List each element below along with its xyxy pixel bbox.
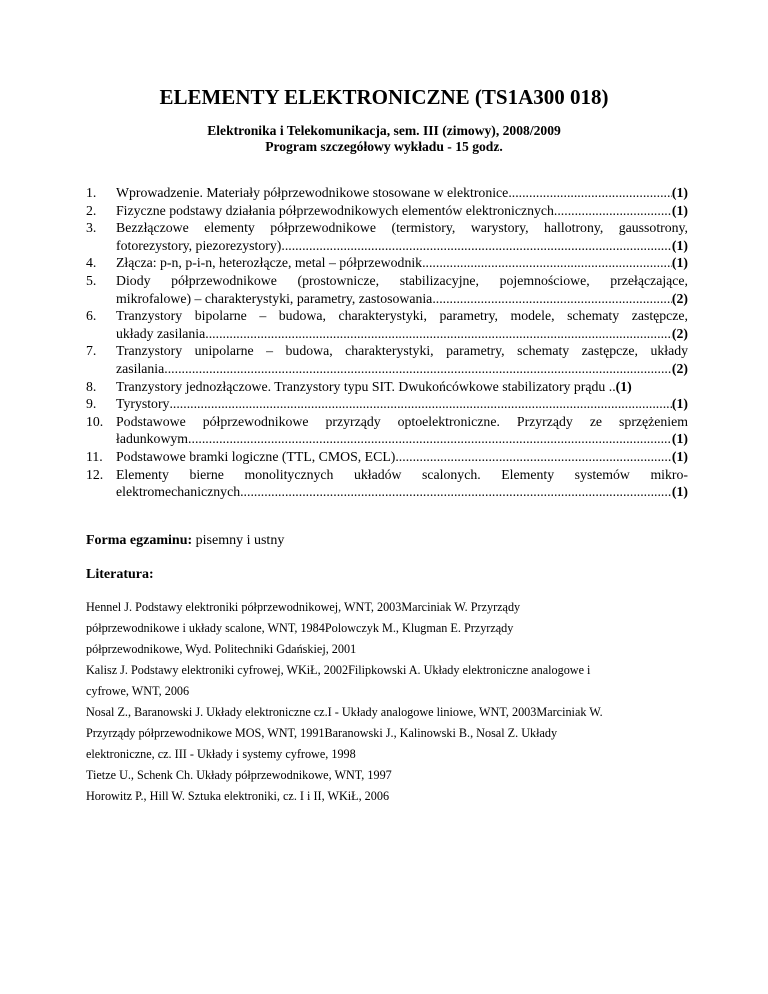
item-number: 3. bbox=[86, 220, 97, 236]
literature-line: Przyrządy półprzewodnikowe MOS, WNT, 1991Baranowski J., Kalinowski B., Nosal Z. Układy bbox=[86, 726, 558, 740]
dot-leader bbox=[205, 325, 672, 343]
item-text: Diody półprzewodnikowe (prostownicze, stabilizacyjne, pojemnościowe, przełączające, bbox=[116, 272, 688, 288]
item-number: 10. bbox=[86, 413, 104, 429]
item-hours: (1) bbox=[671, 431, 688, 447]
list-item bbox=[0, 342, 688, 377]
item-hours: (1) bbox=[615, 378, 632, 394]
item-number: 9. bbox=[86, 396, 97, 412]
dot-leader bbox=[169, 395, 671, 413]
item-text: Wprowadzenie. Materiały półprzewodnikowe stosowane w elektronice bbox=[116, 185, 509, 200]
item-number: 7. bbox=[86, 343, 97, 359]
item-text: Podstawowe bramki logiczne (TTL, CMOS, ECL) bbox=[116, 448, 396, 464]
list-item bbox=[0, 184, 688, 202]
item-hours: (1) bbox=[671, 185, 688, 200]
list-item bbox=[0, 448, 688, 466]
literature-line: Nosal Z., Baranowski J. Układy elektroniczne cz.I - Układy analogowe liniowe, WNT, 2003Marciniak W. bbox=[86, 705, 603, 719]
item-text: Tranzystory bipolarne – budowa, charakterystyki, parametry, modele, schematy zastępcze, bbox=[116, 308, 688, 324]
item-hours: (1) bbox=[671, 237, 688, 253]
list-item bbox=[0, 272, 688, 307]
item-number: 6. bbox=[86, 308, 97, 324]
dot-leader bbox=[554, 202, 672, 220]
item-hours: (1) bbox=[671, 484, 688, 500]
literature-line: półprzewodnikowe, Wyd. Politechniki Gdańskiej, 2001 bbox=[86, 642, 357, 656]
item-hours: (2) bbox=[671, 360, 688, 376]
item-text: Tyrystory bbox=[116, 396, 170, 412]
item-number: 4. bbox=[86, 255, 97, 271]
item-text-cont: ładunkowym bbox=[116, 431, 189, 447]
item-text-cont: mikrofalowe) – charakterystyki, parametry, zastosowania bbox=[116, 290, 433, 306]
dot-leader bbox=[395, 448, 672, 466]
item-text: Podstawowe półprzewodnikowe przyrządy optoelektroniczne. Przyrządy ze sprzężeniem bbox=[116, 413, 688, 429]
lecture-topic-list bbox=[0, 184, 768, 501]
dot-leader bbox=[422, 254, 672, 272]
item-text: Fizyczne podstawy działania półprzewodnikowych elementów elektronicznych bbox=[116, 202, 554, 218]
dot-leader bbox=[281, 237, 672, 255]
item-text: Złącza: p-n, p-i-n, heterozłącze, metal – półprzewodnik bbox=[116, 255, 423, 271]
list-item bbox=[0, 395, 688, 413]
item-hours: (2) bbox=[671, 290, 688, 306]
literature-line: Kalisz J. Podstawy elektroniki cyfrowej, WKiŁ, 2002Filipkowski A. Układy elektroniczne analogowe i bbox=[86, 663, 591, 677]
literature-heading: Literatura: bbox=[86, 567, 154, 582]
list-item bbox=[0, 254, 688, 272]
dot-leader bbox=[164, 360, 672, 378]
page-title: ELEMENTY ELEKTRONICZNE (TS1A300 018) bbox=[159, 85, 609, 109]
exam-label: Forma egzaminu: bbox=[86, 533, 193, 548]
item-text-cont: układy zasilania bbox=[116, 325, 206, 341]
exam-form bbox=[86, 532, 284, 550]
literature-line: Hennel J. Podstawy elektroniki półprzewodnikowej, WNT, 2003Marciniak W. Przyrządy bbox=[86, 600, 521, 614]
item-hours: (1) bbox=[671, 202, 688, 218]
item-number: 12. bbox=[86, 466, 104, 482]
item-text: Tranzystory unipolarne – budowa, charakterystyki, parametry, schematy zastępcze, układy bbox=[116, 343, 688, 359]
item-number: 2. bbox=[86, 202, 97, 218]
dot-leader bbox=[240, 483, 672, 501]
item-number: 11. bbox=[86, 448, 103, 464]
literature-line: cyfrowe, WNT, 2006 bbox=[86, 684, 190, 698]
item-text-cont: zasilania bbox=[116, 360, 165, 376]
item-text-cont: elektromechanicznych bbox=[116, 484, 241, 500]
course-info: Elektronika i Telekomunikacja, sem. III (zimowy), 2008/2009 bbox=[207, 123, 561, 138]
literature-line: elektroniczne, cz. III - Układy i systemy cyfrowe, 1998 bbox=[86, 747, 356, 761]
item-hours: (1) bbox=[671, 448, 688, 464]
item-text: Bezzłączowe elementy półprzewodnikowe (termistory, warystory, hallotrony, gaussotrony, bbox=[116, 220, 688, 236]
item-hours: (1) bbox=[671, 255, 688, 271]
item-number: 5. bbox=[86, 272, 97, 288]
literature-line: półprzewodnikowe i układy scalone, WNT, 1984Polowczyk M., Klugman E. Przyrządy bbox=[86, 621, 514, 635]
list-item bbox=[0, 219, 688, 254]
program-info: Program szczegółowy wykładu - 15 godz. bbox=[265, 139, 503, 154]
item-number: 1. bbox=[86, 185, 97, 200]
dot-leader bbox=[432, 290, 672, 308]
list-item bbox=[0, 466, 688, 501]
item-number: 8. bbox=[86, 378, 97, 394]
list-item bbox=[0, 307, 688, 342]
item-text-cont: fotorezystory, piezorezystory) bbox=[116, 237, 282, 253]
list-item bbox=[0, 378, 688, 396]
item-hours: (2) bbox=[671, 325, 688, 341]
dot-leader bbox=[508, 184, 672, 202]
literature-line: Horowitz P., Hill W. Sztuka elektroniki, cz. I i II, WKiŁ, 2006 bbox=[86, 789, 390, 803]
item-text: Elementy bierne monolitycznych układów scalonych. Elementy systemów mikro- bbox=[116, 466, 688, 482]
list-item bbox=[0, 202, 688, 220]
literature-line: Tietze U., Schenk Ch. Układy półprzewodnikowe, WNT, 1997 bbox=[86, 768, 392, 782]
literature-list bbox=[86, 597, 686, 807]
item-text: Tranzystory jednozłączowe. Tranzystory typu SIT. Dwukońcówkowe stabilizatory prądu .. bbox=[116, 378, 616, 394]
item-hours: (1) bbox=[671, 396, 688, 412]
exam-value: pisemny i ustny bbox=[192, 533, 285, 548]
dot-leader bbox=[188, 430, 672, 448]
list-item bbox=[0, 413, 688, 448]
